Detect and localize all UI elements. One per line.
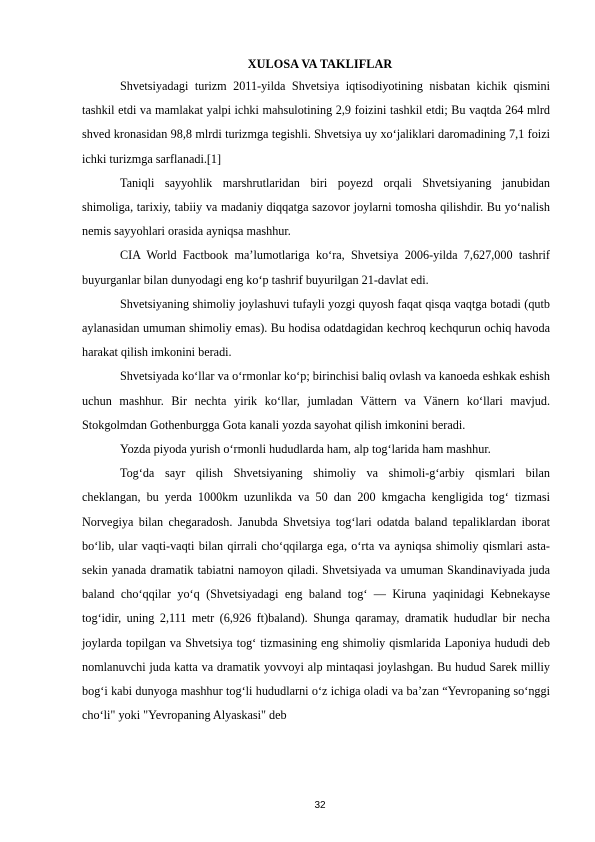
paragraph-summer-sun: Shvetsiyaning shimoliy joylashuvi tufayli yozgi quyosh faqat qisqa vaqtga botadi (qutb aylanasidan umuman shimoliy emas). Bu hodisa odatdagidan kechroq kechqurun ochiq havoda harakat qilish imkonini beradi.	[82, 296, 550, 360]
paragraph-tourism-economy: Shvetsiyadagi turizm 2011-yilda Shvetsiya iqtisodiyotining nisbatan kichik qismini tashkil etdi va mamlakat yalpi ichki mahsulotining 2,9 foizini tashkil etdi; Bu vaqtda 264 mlrd shved kronasidan 98,8 mlrdi turizmga tegishli. Shvetsiya uy xoʻjaliklari daromadining 7,1 foizi ichki turizmga sarflanadi.[1]	[82, 79, 550, 166]
paragraph-train-route: Taniqli sayyohlik marshrutlaridan biri poyezd orqali Shvetsiyaning janubidan shimoliga, tarixiy, tabiiy va madaniy diqqatga sazovor joylarni tomosha qilishdir. Bu yoʻnalish nemis sayyohlari orasida ayniqsa mashhur.	[82, 175, 550, 239]
body-text	[82, 74, 550, 727]
paragraph-cia-factbook: CIA World Factbook maʼlumotlariga koʻra, Shvetsiya 2006-yilda 7,627,000 tashrif buyurganlar bilan dunyodagi eng koʻp tashrif buyurilgan 21-davlat edi.	[82, 248, 550, 287]
paragraph-mountains: Togʻda sayr qilish Shvetsiyaning shimoliy va shimoli-gʻarbiy qismlari bilan cheklangan, bu yerda 1000km uzunlikda va 50 dan 200 kmgacha kengligida togʻ tizmasi Norvegiya bilan chegaradosh. Janubda Shvetsiya togʻlari odatda baland tepaliklardan iborat boʻlib, ular vaqti-vaqti bilan qirrali choʻqqilarga ega, oʻrta va ayniqsa shimoliy qismlari asta-sekin yanada dramatik tabiatni namoyon qiladi. Shvetsiyada va umuman Skandinaviyada juda baland choʻqqilar yoʻq (Shvetsiyadagi eng baland togʻ — Kiruna yaqinidagi Kebnekayse togʻidir, uning 2,111 metr (6,926 ft)baland). Shunga qaramay, dramatik hududlar bir necha joylarda topilgan va Shvetsiya togʻ tizmasining eng shimoliy qismlarida Laponiya hududi deb nomlanuvchi juda katta va dramatik yovvoyi alp mintaqasi joylashgan. Bu hudud Sarek milliy bogʻi kabi dunyoga mashhur togʻli hududlarni oʻz ichiga oladi va baʼzan “Yevropaning soʻnggi choʻli" yoki "Yevropaning Alyaskasi" deb	[82, 466, 550, 723]
page-number: 32	[314, 800, 326, 811]
section-heading: XULOSA VA TAKLIFLAR	[247, 57, 393, 71]
paragraph-hiking: Yozda piyoda yurish oʻrmonli hududlarda ham, alp togʻlarida ham mashhur.	[120, 442, 491, 457]
paragraph-lakes-forests: Shvetsiyada koʻllar va oʻrmonlar koʻp; birinchisi baliq ovlash va kanoeda eshkak eshish uchun mashhur. Bir nechta yirik koʻllar, jumladan Vättern va Vänern koʻllari mavjud. Stokgolmdan Gothenburgga Gota kanali yozda sayohat qilish imkonini beradi.	[82, 369, 550, 432]
